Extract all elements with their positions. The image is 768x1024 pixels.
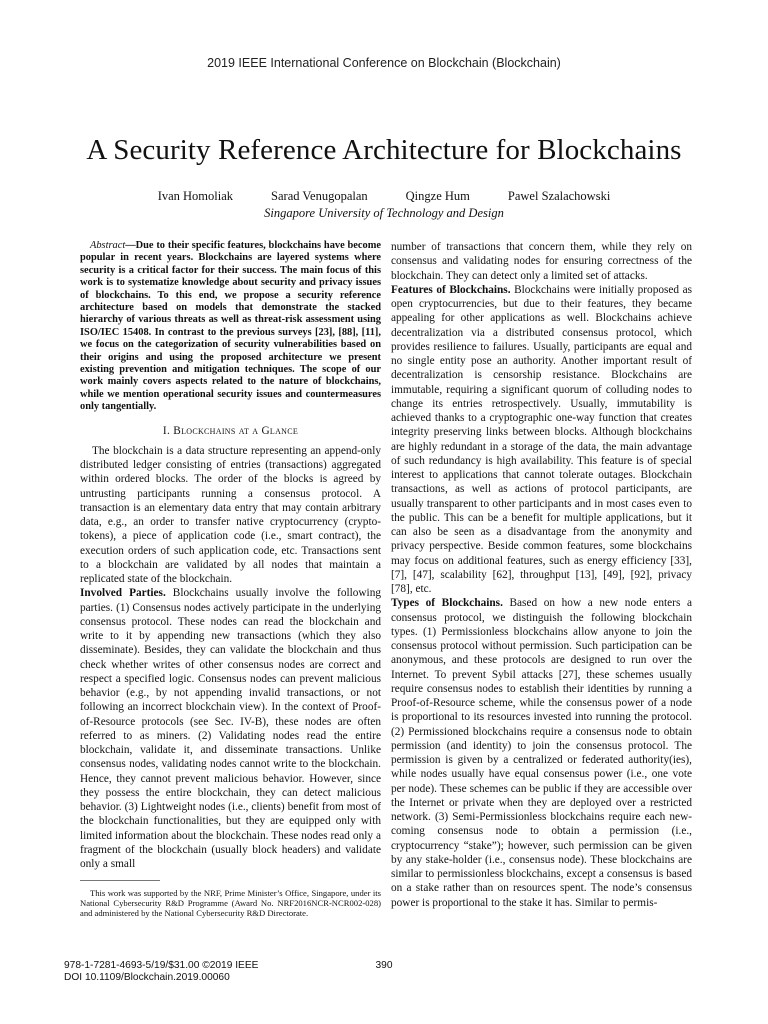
author-list bbox=[0, 189, 768, 204]
runin-heading-features: Features of Blockchains. bbox=[391, 283, 511, 296]
body-paragraph bbox=[391, 283, 692, 597]
body-paragraph: The blockchain is a data structure representing an append-only distributed ledger consisting of entries (transactions) aggregated within ordered blocks. The order of the blocks is agreed by untrusting participants running a consensus protocol. A transaction is an elementary data entry that may contain arbitrary data, e.g., an order to transfer native cryptocurrency (crypto-tokens), a piece of application code (i.e., smart contract), the execution orders of such application code, etc. Transactions sent to a blockchain are validated by all nodes that maintain a replicated state of the blockchain. bbox=[80, 444, 381, 586]
funding-footnote: This work was supported by the NRF, Prime Minister’s Office, Singapore, under its National Cybersecurity R&D Programme (Award No. NRF2016NCR-NCR002-028) and administered by the National Cybersecurity R&D Directorate. bbox=[80, 888, 381, 919]
features-text: Blockchains were initially proposed as open cryptocurrencies, but due to their features, they became appealing for other applications as well. Blockchains achieve decentralization via a distributed consensus protocol, which provides resilience to failures. Usually, participants are equal and no single entity pose an authority. Another important result of decentralization is censorship resistance. Blockchains are immutable, requiring a significant quorum of colluding nodes to change its entries retrospectively. Usually, immutability is achieved thanks to a cryptographic one-way function that creates integrity preserving links between blocks. Although blockchains are highly redundant in a storage of the data, the main advantage of such redundancy is high availability. This feature is of special interest to applications that cannot tolerate outages. Blockchain transactions, as well as actions of protocol participants, are usually transparent to other participants and in most cases even to the public. This can be a benefit for multiple applications, but it can also be seen as a disadvantage from the anonymity and privacy perspective. Beside common features, some blockchains may focus on additional features, such as energy efficiency [33], [7], [47], scalability [62], throughput [13], [49], [92], privacy [78], etc. bbox=[391, 283, 692, 595]
author-name: Qingze Hum bbox=[405, 189, 470, 203]
left-column bbox=[80, 240, 381, 871]
doi-line: DOI 10.1109/Blockchain.2019.00060 bbox=[64, 972, 230, 983]
isbn-line: 978-1-7281-4693-5/19/$31.00 ©2019 IEEE bbox=[64, 960, 259, 971]
abstract-label: Abstract bbox=[90, 240, 126, 251]
affiliation: Singapore University of Technology and Design bbox=[264, 206, 504, 220]
runin-heading-types: Types of Blockchains. bbox=[391, 597, 503, 610]
involved-parties-text: Blockchains usually involve the following parties. (1) Consensus nodes actively participate in the underlying consensus protocol. These nodes can read the blockchain and write to it by appending new transactions (which they also disseminate). Besides, they can validate the blockchain and thus check whether writes of other consensus nodes are correct and respect a specified logic. Consensus nodes can prevent malicious behavior (e.g., by not appending invalid transactions, or not following an incorrect blockchain view). In the context of Proof-of-Resource protocols (see Sec. IV-B), these nodes are often referred to as miners. (2) Validating nodes read the entire blockchain, validate it, and disseminate transactions. Unlike consensus nodes, validating nodes cannot write to the blockchain. Hence, they cannot prevent malicious behavior. However, since they possess the entire blockchain, they can detect malicious behavior. (3) Lightweight nodes (i.e., clients) benefit from most of the blockchain functionalities, but they are equipped only with limited information about the blockchain. These nodes read only a fragment of the blockchain (usually block headers) and validate only a small bbox=[80, 587, 381, 871]
conference-header: 2019 IEEE International Conference on Blockchain (Blockchain) bbox=[207, 56, 561, 70]
author-name: Sarad Venugopalan bbox=[271, 189, 368, 203]
right-column bbox=[391, 240, 692, 910]
body-paragraph: number of transactions that concern them, while they rely on consensus and validating nodes for ensuring correctness of the blockchain. They can detect only a limited set of attacks. bbox=[391, 241, 692, 282]
types-text: Based on how a new node enters a consensus protocol, we distinguish the following blockchain types. (1) Permissionless blockchains allow anyone to join the consensus protocol without permission. Such participation can be anonymous, and these protocols are designed to run over the Internet. To prevent Sybil attacks [27], these schemes usually require consensus nodes to establish their identities by running a Proof-of-Resource scheme, while the consensus power of a node is proportional to its resources invested into running the protocol. (2) Permissioned blockchains require a consensus node to obtain permission (and identity) to join the consensus protocol. The permission is given by a centralized or federated authority(ies), while nodes usually have equal consensus power (i.e., one vote per node). These schemes can be public if they are accessible over the Internet or private when they are deployed over a restricted network. (3) Semi-Permissionless blockchains require each new-coming consensus node to obtain a permission (i.e., cryptocurrency “stake”); however, such permission can be given by any stake-holder (i.e., consensus node). These blockchains are similar to permissionless blockchains, except a consensus is based on a stake rather than on resources spent. The node’s consensus power is proportional to the stake it has. Similar to permis- bbox=[391, 597, 692, 909]
body-paragraph bbox=[391, 596, 692, 910]
section-heading: I. Blockchains at a Glance bbox=[162, 424, 299, 437]
body-paragraph bbox=[80, 586, 381, 871]
paper-title: A Security Reference Architecture for Blockchains bbox=[86, 134, 682, 166]
abstract bbox=[80, 240, 381, 414]
author-name: Ivan Homoliak bbox=[157, 189, 234, 203]
footnote-divider bbox=[80, 880, 160, 881]
page-number: 390 bbox=[375, 960, 393, 971]
author-name: Pawel Szalachowski bbox=[507, 189, 611, 203]
runin-heading-involved-parties: Involved Parties. bbox=[80, 587, 166, 600]
abstract-text: —Due to their specific features, blockchains have become popular in recent years. Blockchains are layered systems where security is a critical factor for their success. The main focus of this work is to systematize knowledge about security and privacy issues of blockchains. To this end, we propose a security reference architecture based on models that demonstrate the stacked hierarchy of various threats as well as threat-risk assessment using ISO/IEC 15408. In contrast to the previous surveys [23], [88], [11], we focus on the categorization of security vulnerabilities based on their origins and using the proposed architecture we present existing prevention and mitigation techniques. The scope of our work mainly covers aspects related to the nature of blockchains, while we mention operational security issues and countermeasures only tangentially. bbox=[80, 240, 381, 413]
